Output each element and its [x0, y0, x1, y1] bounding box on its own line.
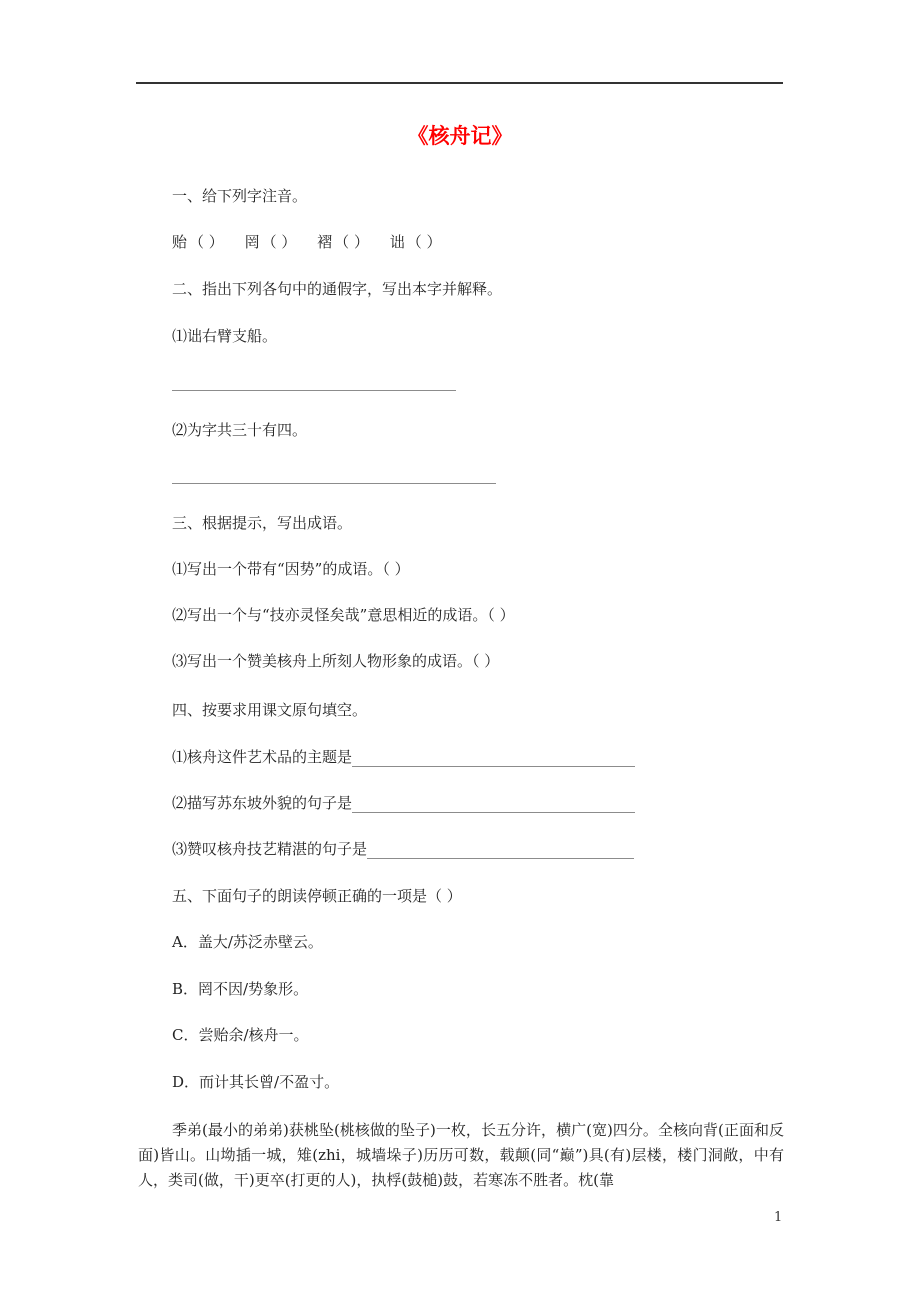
header-rule: [136, 82, 783, 84]
answer-line-2-1[interactable]: [172, 390, 456, 391]
pinyin-char: 罔: [244, 233, 260, 251]
pinyin-blank[interactable]: （ ）: [261, 233, 297, 251]
option-d[interactable]: D．而计其长曾/不盈寸。: [172, 1073, 340, 1091]
section-4-heading: 四、按要求用课文原句填空。: [172, 701, 368, 719]
pinyin-blank[interactable]: （ ）: [406, 233, 442, 251]
page-number: 1: [774, 1210, 783, 1225]
question-3-2: ⑵写出一个与“技亦灵怪矣哉”意思相近的成语。（ ）: [172, 606, 515, 624]
answer-blank-4-1[interactable]: [352, 751, 635, 767]
pinyin-blank[interactable]: （ ）: [189, 233, 224, 251]
section-5-heading: 五、下面句子的朗读停顿正确的一项是（ ）: [172, 887, 462, 905]
question-2-1: ⑴诎右臂支船。: [172, 327, 278, 345]
question-4-3: [172, 839, 634, 859]
answer-blank-4-2[interactable]: [352, 797, 635, 813]
question-4-3-label: ⑶赞叹核舟技艺精湛的句子是: [172, 840, 368, 858]
title-text: 《核舟记》: [407, 124, 513, 148]
question-2-2: ⑵为字共三十有四。: [172, 421, 308, 439]
pinyin-item: [317, 232, 371, 252]
document-title: [0, 122, 920, 150]
pinyin-row: [172, 232, 458, 252]
question-4-1: [172, 747, 635, 767]
answer-blank-4-3[interactable]: [367, 843, 634, 859]
question-3-3: ⑶写出一个赞美核舟上所刻人物形象的成语。（ ）: [172, 652, 500, 670]
pinyin-item: [172, 232, 226, 252]
pinyin-char: 褶: [317, 233, 333, 251]
pinyin-char: 诎: [389, 233, 405, 251]
passage-text: 季弟(最小的弟弟)获桃坠(桃核做的坠子)一枚，长五分许，横广(宽)四分。全核向背(正面和反面)皆山。山坳插一城，雉(zhi，城墙垛子)历历可数，载颠(同“巅”)具(有)层楼，楼门洞敞，中有人，类司(做，干)更卒(打更的人)，执桴(鼓槌)鼓，若寒冻不胜者。枕(靠: [138, 1121, 784, 1189]
pinyin-char: 贻: [172, 233, 188, 251]
pinyin-item: [245, 232, 299, 252]
option-c[interactable]: C．尝贻余/核舟一。: [172, 1026, 309, 1044]
section-3-heading: 三、根据提示，写出成语。: [172, 514, 353, 532]
pinyin-item: [390, 232, 444, 252]
question-4-2-label: ⑵描写苏东坡外貌的句子是: [172, 794, 353, 812]
option-b[interactable]: B．罔不因/势象形。: [172, 980, 309, 998]
option-a[interactable]: A．盖大/苏泛赤壁云。: [172, 933, 323, 951]
pinyin-blank[interactable]: （ ）: [334, 233, 369, 251]
section-1-heading: 一、给下列字注音。: [172, 187, 308, 205]
question-4-1-label: ⑴核舟这件艺术品的主题是: [172, 748, 353, 766]
question-3-1: ⑴写出一个带有“因势”的成语。（ ）: [172, 560, 410, 578]
question-4-2: [172, 793, 635, 813]
section-2-heading: 二、指出下列各句中的通假字，写出本字并解释。: [172, 280, 503, 298]
answer-line-2-2[interactable]: [172, 483, 496, 484]
